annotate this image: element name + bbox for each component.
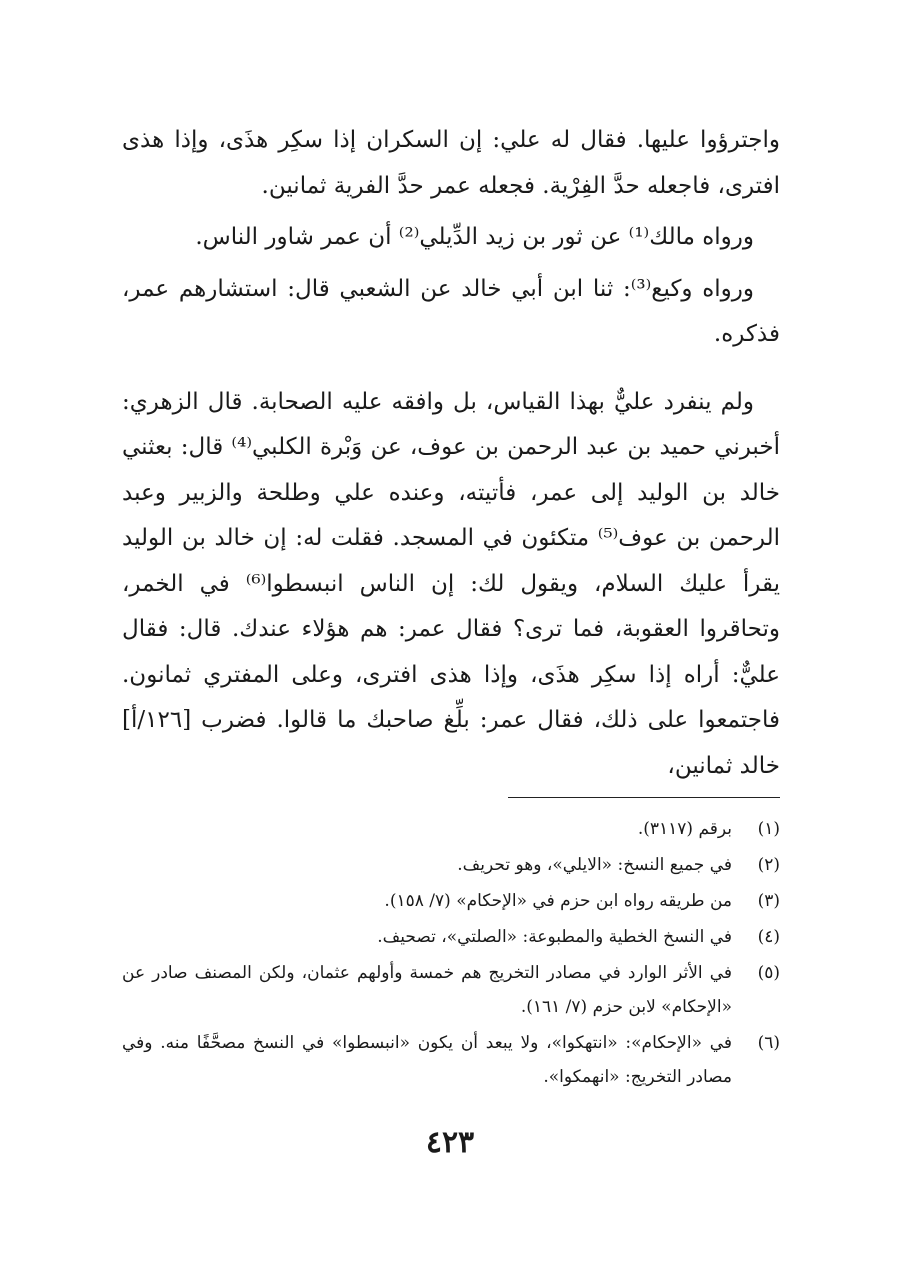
page-number: ٤٢٣: [425, 1125, 475, 1160]
footnote-text: في النسخ الخطية والمطبوعة: «الصلتي»، تصحيف.: [377, 927, 732, 947]
paragraph-2: ورواه مالك⁽¹⁾ عن ثور بن زيد الدِّيلي⁽²⁾ أن عمر شاور الناس.: [195, 224, 754, 250]
main-text: [122, 118, 780, 789]
paragraph-4: ولم ينفرد عليٌّ بهذا القياس، بل وافقه عليه الصحابة. قال الزهري: أخبرني حميد بن عبد الرحمن بن عوف، عن وَبْرة الكلبي⁽⁴⁾ قال: بعثني خالد بن الوليد إلى عمر، فأتيته، وعنده علي وطلحة والزبير وعبد الرحمن بن عوف⁽⁵⁾ متكئون في المسجد. فقلت له: إن خالد بن الوليد يقرأ عليك السلام، ويقول لك: إن الناس انبسطوا⁽⁶⁾ في الخمر، وتحاقروا العقوبة، فما ترى؟ فقال عمر: هم هؤلاء عندك. قال: فقال عليٌّ: أراه إذا سكِر هذَى، وإذا هذى افترى، وعلى المفتري ثمانون. فاجتمعوا على ذلك، فقال عمر: بلِّغ صاحبك ما قالوا. فضرب [١٢٦/أ] خالد ثمانين،: [122, 388, 781, 779]
footnote-5: [122, 956, 780, 1024]
footnote-number: (٦): [757, 1033, 780, 1053]
footnote-separator: [508, 797, 780, 798]
footnotes: [122, 812, 780, 1096]
paragraph-3: ورواه وكيع⁽³⁾: ثنا ابن أبي خالد عن الشعبي قال: استشارهم عمر، فذكره.: [122, 275, 780, 347]
footnote-text: في الأثر الوارد في مصادر التخريج هم خمسة وأولهم عثمان، ولكن المصنف صادر عن «الإحكام» لابن حزم (٧/ ١٦١).: [122, 963, 732, 1017]
footnote-text: برقم (٣١١٧).: [637, 819, 732, 839]
footnote-number: (٣): [757, 891, 780, 911]
footnote-number: (٤): [757, 927, 780, 947]
footnote-text: من طريقه رواه ابن حزم في «الإحكام» (٧/ ١٥٨).: [384, 891, 732, 911]
footnote-2: [122, 848, 780, 882]
footnote-number: (٥): [757, 963, 780, 983]
footnote-text: في «الإحكام»: «انتهكوا»، ولا يبعد أن يكون «انبسطوا» في النسخ مصحَّفًا منه. وفي مصادر التخريج: «انهمكوا».: [122, 1033, 732, 1087]
footnote-3: [122, 884, 780, 918]
footnote-number: (١): [757, 819, 780, 839]
paragraph-1: واجترؤوا عليها. فقال له علي: إن السكران إذا سكِر هذَى، وإذا هذى افترى، فاجعله حدَّ الفِرْية. فجعله عمر حدَّ الفرية ثمانين.: [122, 127, 780, 199]
footnote-number: (٢): [757, 855, 780, 875]
footnote-1: [122, 812, 780, 846]
footnote-6: [122, 1026, 780, 1094]
footnote-text: في جميع النسخ: «الايلي»، وهو تحريف.: [457, 855, 732, 875]
footnote-4: [122, 920, 780, 954]
